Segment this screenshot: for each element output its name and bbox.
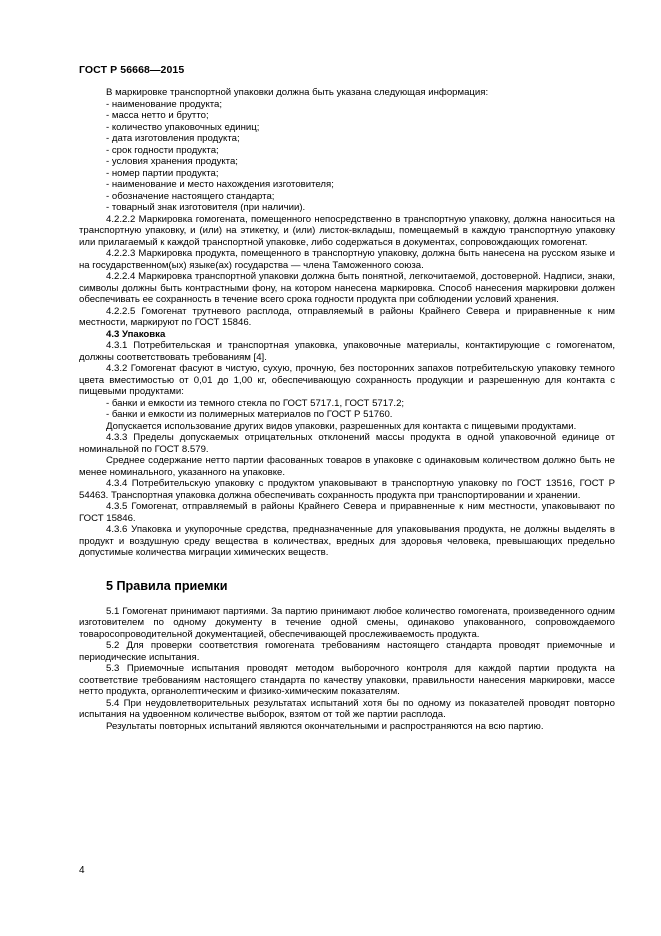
clause-4-3-2: 4.3.2 Гомогенат фасуют в чистую, сухую, прочную, без посторонних запахов потребительскую упаковку темного цвета вместимостью от 0,01 до 1,00 кг, обеспечивающую сохранность продукции и разрешенную для контакта с пищевыми продуктами: xyxy=(79,363,615,397)
clause-4-2-2-3: 4.2.2.3 Маркировка продукта, помещенного в транспортную упаковку, должна быть нанесена на русском языке и на государственном(ых) языке(ах) государства — члена Таможенного союза. xyxy=(79,248,615,271)
list-item: - срок годности продукта; xyxy=(106,144,219,156)
subsection-heading-4-3: 4.3 Упаковка xyxy=(106,328,166,340)
list-item: - товарный знак изготовителя (при наличии). xyxy=(106,202,306,213)
clause-4-3-3: 4.3.3 Пределы допускаемых отрицательных отклонений массы продукта в одной упаковочной единице от номинальной по ГОСТ 8.579. xyxy=(79,432,615,455)
list-item: - наименование и место нахождения изготовителя; xyxy=(106,179,334,190)
paragraph-net-mass: Среднее содержание нетто партии фасованных товаров в упаковке с одинаковым количеством должно быть не менее номинального, указанного на упаковке. xyxy=(79,455,615,478)
page-number: 4 xyxy=(79,865,85,876)
list-item: - номер партии продукта; xyxy=(106,167,219,179)
standard-designation: ГОСТ Р 56668—2015 xyxy=(79,64,185,76)
list-item: - банки и емкости из темного стекла по ГОСТ 5717.1, ГОСТ 5717.2; xyxy=(106,397,405,409)
list-item: - количество упаковочных единиц; xyxy=(106,121,260,133)
document-body xyxy=(79,87,615,732)
list-item: - обозначение настоящего стандарта; xyxy=(106,190,275,202)
paragraph-repeat-results: Результаты повторных испытаний являются окончательными и распространяются на всю партию. xyxy=(106,720,544,732)
clause-5-1: 5.1 Гомогенат принимают партиями. За партию принимают любое количество гомогената, произведенного одним изготовителем по одному документу в течение одной смены, одинаково упакованного, сопровождаемого товаросопроводительной документацией, обеспечивающей прослеживаемость продукта. xyxy=(79,605,615,640)
list-item: - условия хранения продукта; xyxy=(106,156,238,167)
list-item: - масса нетто и брутто; xyxy=(106,110,209,121)
clause-4-3-4: 4.3.4 Потребительскую упаковку с продуктом упаковывают в транспортную упаковку по ГОСТ 13516, ГОСТ Р 54463. Транспортная упаковка должна обеспечивать сохранность продукта при транспортировании и хранении. xyxy=(79,478,615,501)
clause-5-2: 5.2 Для проверки соответствия гомогената требованиям настоящего стандарта проводят приемочные и периодические испытания. xyxy=(79,640,615,663)
clause-4-2-2-5: 4.2.2.5 Гомогенат трутневого расплода, отправляемый в районы Крайнего Севера и приравненные к ним местности, маркируют по ГОСТ 15846. xyxy=(79,305,615,328)
list-item: - банки и емкости из полимерных материалов по ГОСТ Р 51760. xyxy=(106,409,393,420)
section-heading-5: 5 Правила приемки xyxy=(106,578,228,593)
paragraph-other-packaging: Допускается использование других видов упаковки, разрешенных для контакта с пищевыми продуктами. xyxy=(106,420,577,432)
clause-4-3-1: 4.3.1 Потребительская и транспортная упаковка, упаковочные материалы, контактирующие с гомогенатом, должны соответствовать требованиям [4]. xyxy=(79,340,615,363)
clause-5-4: 5.4 При неудовлетворительных результатах испытаний хотя бы по одному из показателей проводят повторно испытания на удвоенном количестве выборок, взятом от той же партии расплода. xyxy=(79,697,615,720)
clause-5-3: 5.3 Приемочные испытания проводят методом выборочного контроля для каждой партии продукта на соответствие требованиям настоящего стандарта по качеству упаковки, правильности нанесения маркировки, массе нетто продукта, органолептическим и физико-химическим показателям. xyxy=(79,663,615,697)
list-item: - дата изготовления продукта; xyxy=(106,133,240,144)
clause-4-2-2-2: 4.2.2.2 Маркировка гомогената, помещенного непосредственно в транспортную упаковку, должна наноситься на транспортную упаковку, и (или) на этикетку, и (или) листок-вкладыш, помещаемый в каждую транспортную упаковку или прилагаемый к каждой транспортной упаковке, либо содержаться в документах, сопровождающих гомогенат. xyxy=(79,213,615,248)
clause-4-3-6: 4.3.6 Упаковка и укупорочные средства, предназначенные для упаковывания продукта, не должны выделять в продукт и воздушную среду вещества в количествах, вредных для здоровья человека, превышающих предельно допустимые количества миграции химических веществ. xyxy=(79,524,615,558)
list-item: - наименование продукта; xyxy=(106,98,223,110)
clause-4-2-2-4: 4.2.2.4 Маркировка транспортной упаковки должна быть понятной, легкочитаемой, достоверной. Надписи, знаки, символы должны быть контрастными фону, на котором нанесена маркировка. Способ нанесения маркировки должен обеспечивать ее сохранность в течение всего срока годности продукта при соблюдении условий хранения. xyxy=(79,271,615,305)
clause-4-3-5: 4.3.5 Гомогенат, отправляемый в районы Крайнего Севера и приравненные к ним местности, упаковывают по ГОСТ 15846. xyxy=(79,501,615,524)
marking-intro: В маркировке транспортной упаковки должна быть указана следующая информация: xyxy=(106,87,489,98)
